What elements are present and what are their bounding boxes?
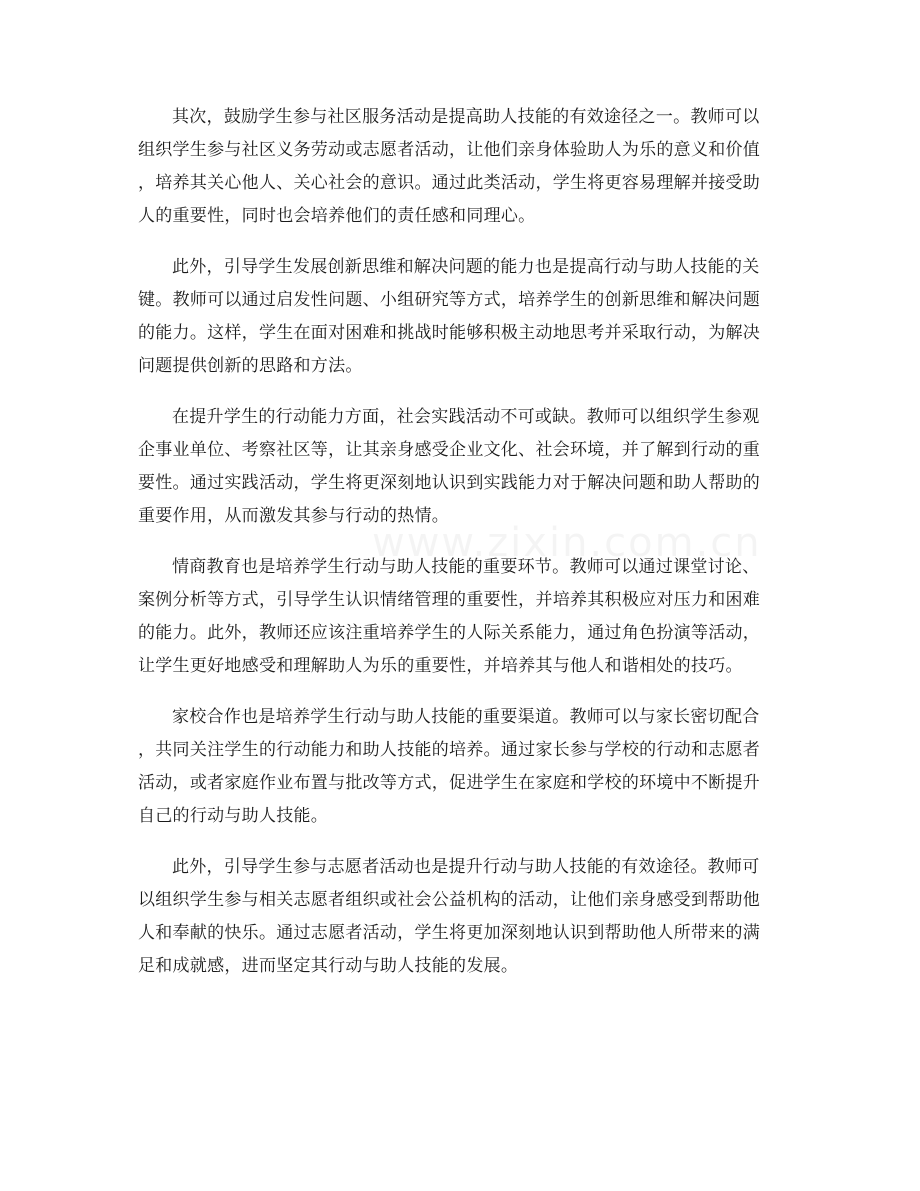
paragraph-line: 案例分析等方式，引导学生认识情绪管理的重要性，并培养其积极应对压力和困难	[138, 590, 761, 610]
paragraph-line: 重要作用，从而激发其参与行动的热情。	[138, 506, 450, 526]
paragraph-line: 人和奉献的快乐。通过志愿者活动，学生将更加深刻地认识到帮助他人所带来的满	[138, 923, 761, 943]
paragraph-line: 键。教师可以通过启发性问题、小组研究等方式，培养学生的创新思维和解决问题	[138, 290, 761, 310]
paragraph-line: 组织学生参与社区义务劳动或志愿者活动，让他们亲身体验助人为乐的意义和价值	[138, 140, 761, 160]
paragraph-line: 在提升学生的行动能力方面，社会实践活动不可或缺。教师可以组织学生参观	[172, 407, 760, 427]
paragraph-line: 让学生更好地感受和理解助人为乐的重要性，并培养其与他人和谐相处的技巧。	[138, 656, 743, 676]
paragraph-line: 的能力。这样，学生在面对困难和挑战时能够积极主动地思考并采取行动，为解决	[138, 323, 761, 343]
paragraph-line: 足和成就感，进而坚定其行动与助人技能的发展。	[138, 956, 519, 976]
paragraph-line: 问题提供创新的思路和方法。	[138, 356, 363, 376]
paragraph-line: ，共同关注学生的行动能力和助人技能的培养。通过家长参与学校的行动和志愿者	[138, 740, 761, 760]
paragraph-3	[138, 401, 761, 533]
paragraph-line: 其次，鼓励学生参与社区服务活动是提高助人技能的有效途径之一。教师可以	[172, 107, 760, 127]
paragraph-line: 以组织学生参与相关志愿者组织或社会公益机构的活动，让他们亲身感受到帮助他	[138, 890, 761, 910]
paragraph-4	[138, 551, 761, 683]
document-body	[138, 101, 761, 1001]
paragraph-5	[138, 701, 761, 833]
paragraph-line: ，培养其关心他人、关心社会的意识。通过此类活动，学生将更容易理解并接受助	[138, 173, 761, 193]
paragraph-line: 企事业单位、考察社区等，让其亲身感受企业文化、社会环境，并了解到行动的重	[138, 440, 761, 460]
paragraph-6	[138, 851, 761, 983]
paragraph-line: 此外，引导学生参与志愿者活动也是提升行动与助人技能的有效途径。教师可	[172, 857, 760, 877]
paragraph-line: 自己的行动与助人技能。	[138, 806, 329, 826]
paragraph-line: 家校合作也是培养学生行动与助人技能的重要渠道。教师可以与家长密切配合	[172, 707, 760, 727]
paragraph-2	[138, 251, 761, 383]
paragraph-line: 要性。通过实践活动，学生将更深刻地认识到实践能力对于解决问题和助人帮助的	[138, 473, 761, 493]
paragraph-line: 此外，引导学生发展创新思维和解决问题的能力也是提高行动与助人技能的关	[172, 257, 760, 277]
paragraph-line: 人的重要性，同时也会培养他们的责任感和同理心。	[138, 206, 536, 226]
paragraph-line: 活动，或者家庭作业布置与批改等方式，促进学生在家庭和学校的环境中不断提升	[138, 773, 761, 793]
paragraph-1	[138, 101, 761, 233]
paragraph-line: 情商教育也是培养学生行动与助人技能的重要环节。教师可以通过课堂讨论、	[172, 557, 760, 577]
paragraph-line: 的能力。此外，教师还应该注重培养学生的人际关系能力，通过角色扮演等活动，	[138, 623, 761, 643]
